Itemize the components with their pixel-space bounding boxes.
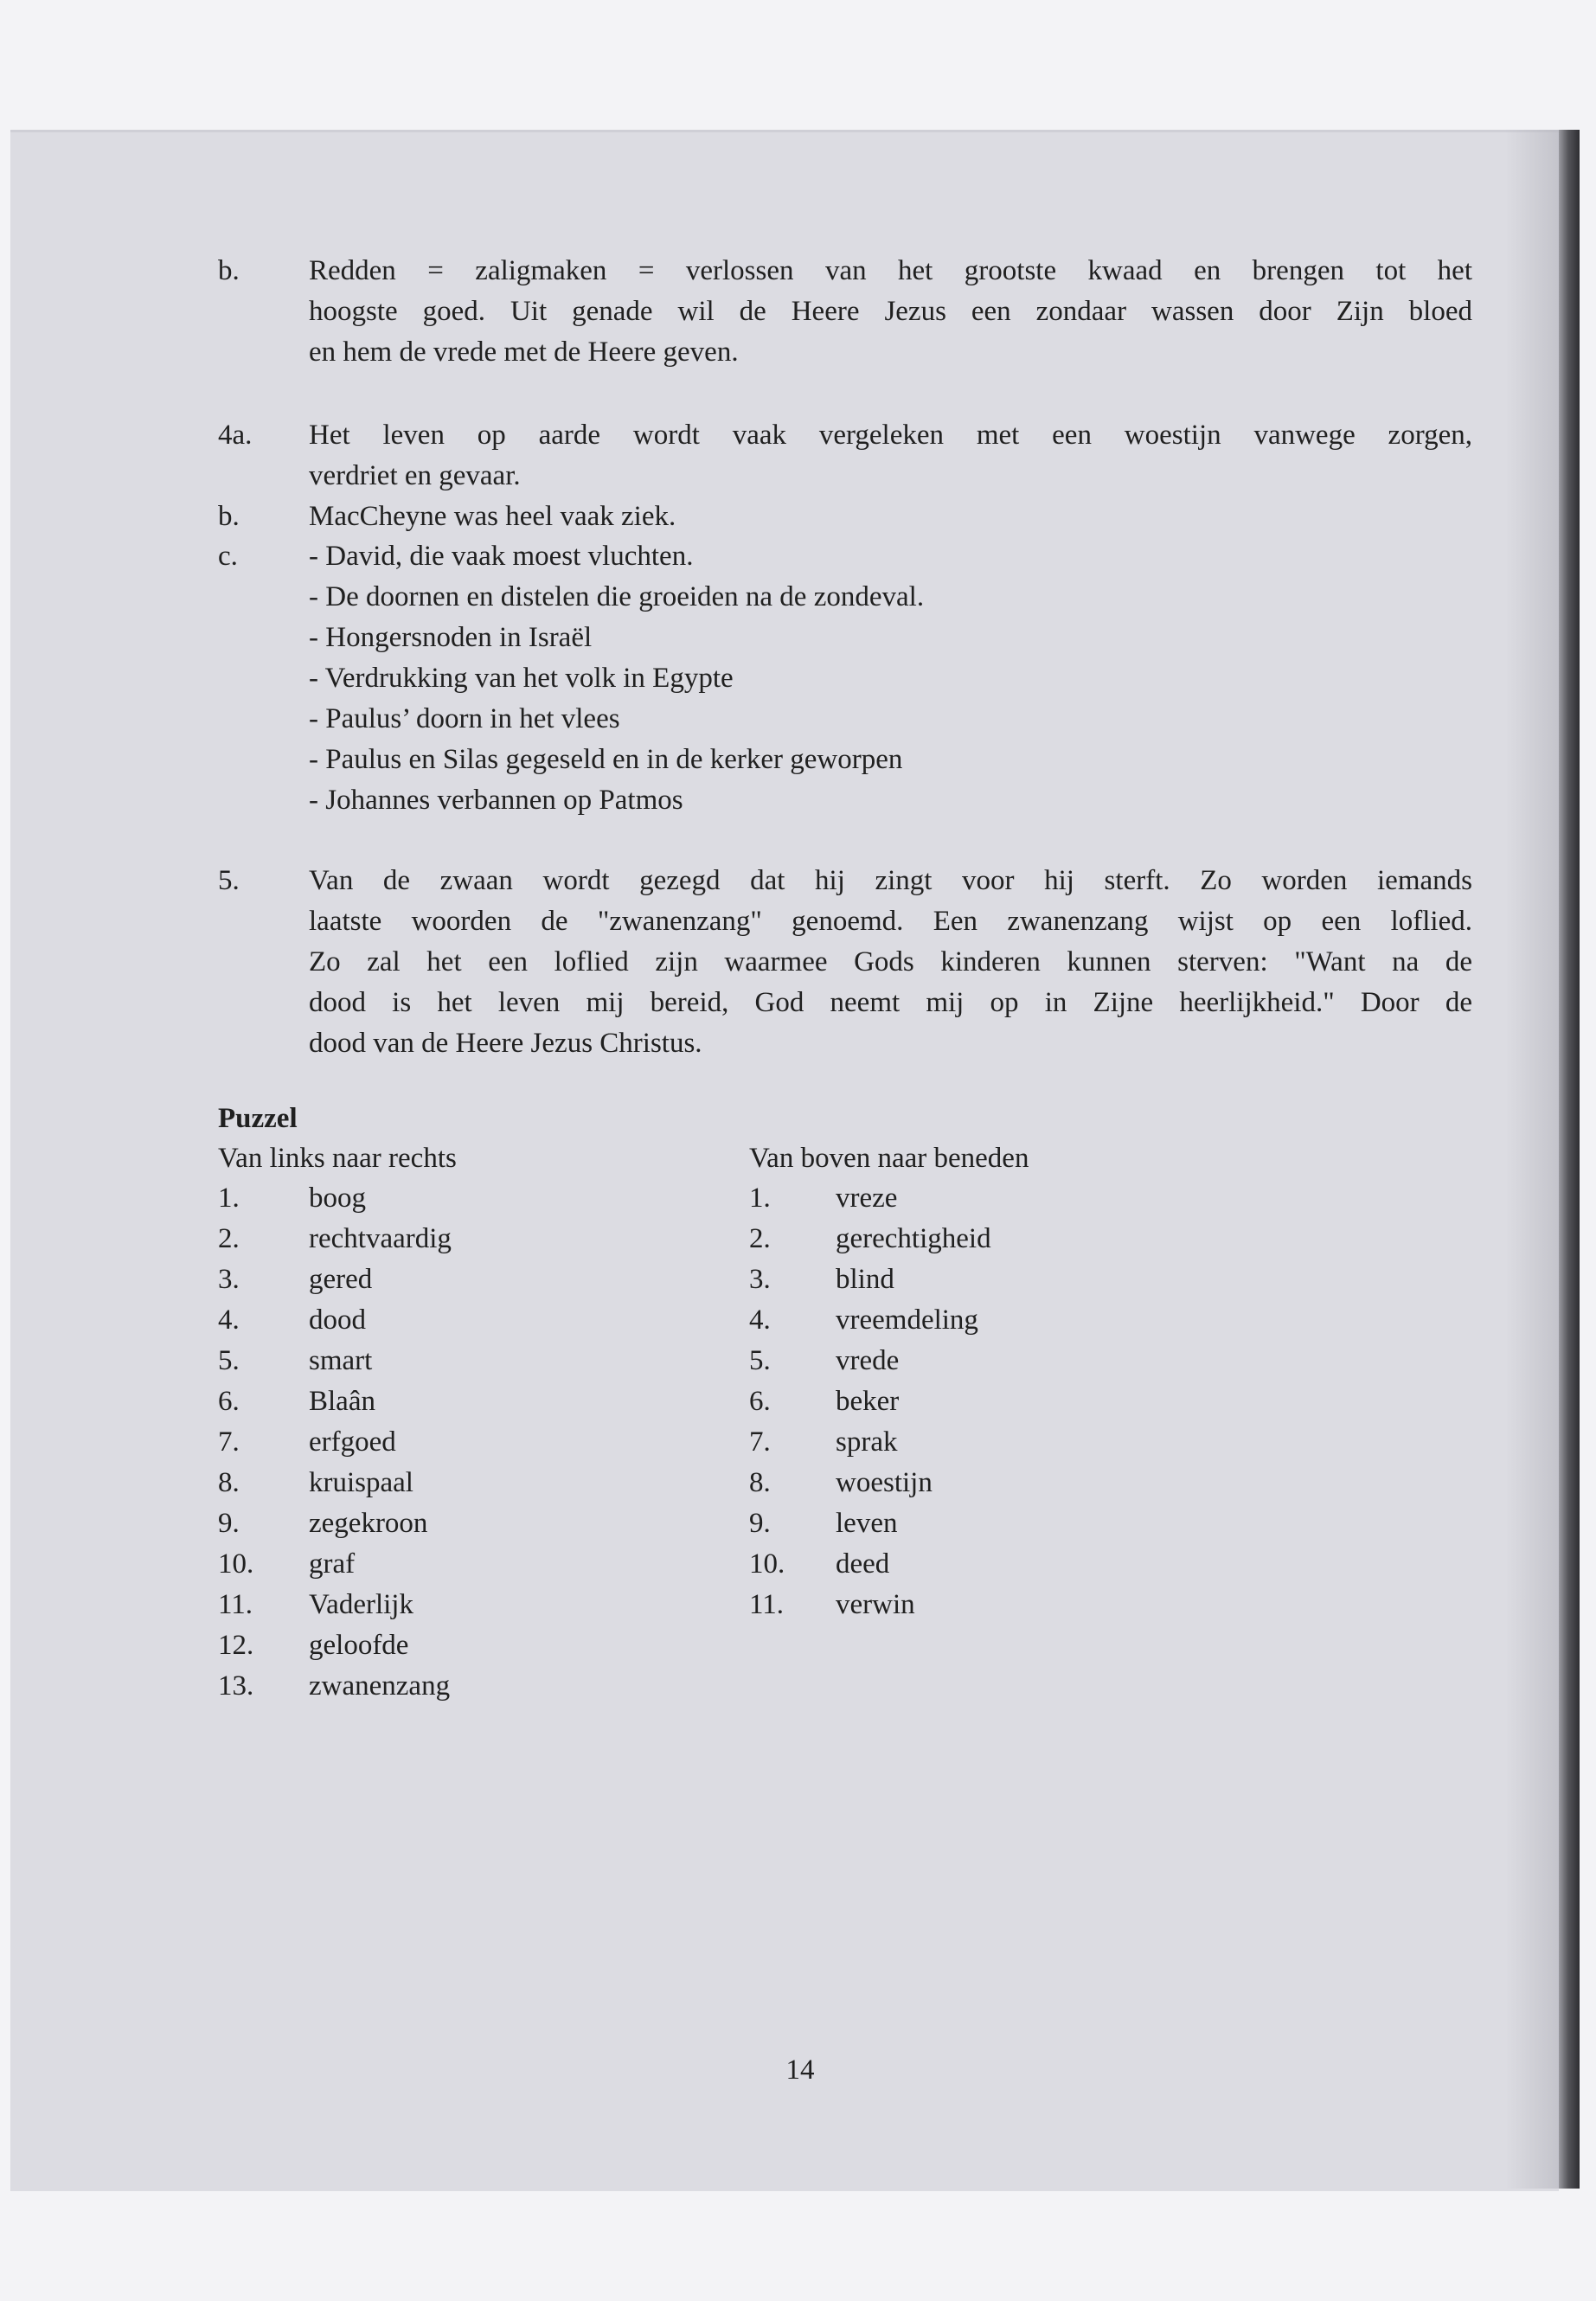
across-word: gered xyxy=(309,1264,373,1295)
across-number: 5. xyxy=(218,1345,240,1376)
down-word: beker xyxy=(836,1386,900,1417)
across-word: zegekroon xyxy=(309,1508,428,1539)
answer-5-line-4: dood is het leven mij bereid, God neemt mij op in Zijne heerlijkheid." Door de xyxy=(309,987,1472,1018)
answer-label-5: 5. xyxy=(218,865,240,896)
answer-b-line-3: en hem de vrede met de Heere geven. xyxy=(309,336,739,368)
answer-label-4b: b. xyxy=(218,501,240,532)
down-word: blind xyxy=(836,1264,894,1295)
down-word: vreemdeling xyxy=(836,1304,978,1336)
down-number: 9. xyxy=(749,1508,771,1539)
answer-5-line-2: laatste woorden de "zwanenzang" genoemd. Een zwanenzang wijst op een loflied. xyxy=(309,906,1472,937)
book-spine-edge xyxy=(1559,130,1580,2189)
answer-5-line-3: Zo zal het een loflied zijn waarmee Gods kinderen kunnen sterven: "Want na de xyxy=(309,946,1472,977)
answer-4b-text: MacCheyne was heel vaak ziek. xyxy=(309,501,676,532)
answer-5-line-5: dood van de Heere Jezus Christus. xyxy=(309,1028,702,1059)
answer-label-4c: c. xyxy=(218,541,238,572)
answer-4a-line-2: verdriet en gevaar. xyxy=(309,460,521,491)
answer-4c-item: - Johannes verbannen op Patmos xyxy=(309,785,683,816)
puzzle-title: Puzzel xyxy=(218,1103,298,1134)
down-word: vreze xyxy=(836,1183,898,1214)
across-number: 6. xyxy=(218,1386,240,1417)
across-number: 7. xyxy=(218,1426,240,1458)
across-number: 12. xyxy=(218,1630,254,1661)
across-word: erfgoed xyxy=(309,1426,396,1458)
down-number: 11. xyxy=(749,1589,785,1620)
answer-4c-item: - David, die vaak moest vluchten. xyxy=(309,541,694,572)
across-number: 4. xyxy=(218,1304,240,1336)
across-number: 1. xyxy=(218,1183,240,1214)
across-word: smart xyxy=(309,1345,373,1376)
down-number: 4. xyxy=(749,1304,771,1336)
down-number: 5. xyxy=(749,1345,771,1376)
answer-4c-item: - De doornen en distelen die groeiden na de zondeval. xyxy=(309,581,925,612)
puzzle-across-heading: Van links naar rechts xyxy=(218,1143,457,1174)
across-word: rechtvaardig xyxy=(309,1223,452,1254)
down-number: 3. xyxy=(749,1264,771,1295)
across-word: boog xyxy=(309,1183,366,1214)
puzzle-down-heading: Van boven naar beneden xyxy=(749,1143,1029,1174)
across-word: Blaân xyxy=(309,1386,375,1417)
down-word: vrede xyxy=(836,1345,900,1376)
across-number: 13. xyxy=(218,1670,254,1702)
down-word: woestijn xyxy=(836,1467,933,1498)
across-number: 11. xyxy=(218,1589,253,1620)
across-word: dood xyxy=(309,1304,366,1336)
down-number: 2. xyxy=(749,1223,771,1254)
down-word: verwin xyxy=(836,1589,915,1620)
down-word: deed xyxy=(836,1548,890,1580)
answer-4c-item: - Hongersnoden in Israël xyxy=(309,622,593,653)
answer-b-line-1: Redden = zaligmaken = verlossen van het grootste kwaad en brengen tot het xyxy=(309,255,1472,286)
down-number: 1. xyxy=(749,1183,771,1214)
down-word: gerechtigheid xyxy=(836,1223,991,1254)
down-number: 10. xyxy=(749,1548,785,1580)
answer-label-b: b. xyxy=(218,255,240,286)
answer-label-4a: 4a. xyxy=(218,420,253,451)
across-number: 8. xyxy=(218,1467,240,1498)
across-number: 3. xyxy=(218,1264,240,1295)
answer-5-line-1: Van de zwaan wordt gezegd dat hij zingt voor hij sterft. Zo worden iemands xyxy=(309,865,1472,896)
answer-4c-item: - Paulus en Silas gegeseld en in de kerker geworpen xyxy=(309,744,903,775)
answer-4a-line-1: Het leven op aarde wordt vaak vergeleken met een woestijn vanwege zorgen, xyxy=(309,420,1472,451)
across-word: zwanenzang xyxy=(309,1670,451,1702)
across-word: graf xyxy=(309,1548,356,1580)
across-number: 2. xyxy=(218,1223,240,1254)
answer-4c-item: - Verdrukking van het volk in Egypte xyxy=(309,663,734,694)
across-word: kruispaal xyxy=(309,1467,413,1498)
down-number: 8. xyxy=(749,1467,771,1498)
down-number: 6. xyxy=(749,1386,771,1417)
across-word: Vaderlijk xyxy=(309,1589,413,1620)
across-number: 9. xyxy=(218,1508,240,1539)
answer-b-line-2: hoogste goed. Uit genade wil de Heere Jezus een zondaar wassen door Zijn bloed xyxy=(309,296,1472,327)
down-word: sprak xyxy=(836,1426,898,1458)
answer-4c-item: - Paulus’ doorn in het vlees xyxy=(309,703,620,734)
page-number: 14 xyxy=(785,2054,815,2086)
down-number: 7. xyxy=(749,1426,771,1458)
page-gutter-shadow xyxy=(1505,130,1559,2189)
across-number: 10. xyxy=(218,1548,254,1580)
across-word: geloofde xyxy=(309,1630,409,1661)
down-word: leven xyxy=(836,1508,898,1539)
